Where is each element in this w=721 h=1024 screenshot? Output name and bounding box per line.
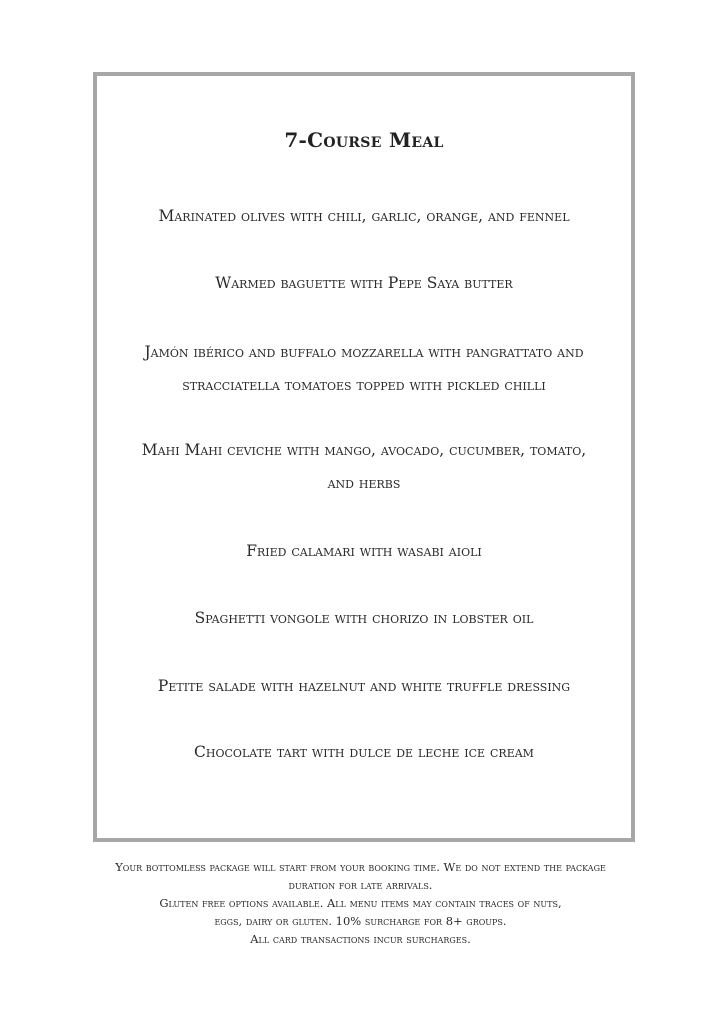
footer-line: duration for late arrivals. — [288, 878, 433, 892]
course-line: Jamón ibérico and buffalo mozzarella with pangrattato and — [144, 343, 584, 361]
course-line: Petite salade with hazelnut and white truffle dressing — [157, 677, 571, 695]
course-line: Warmed baguette with Pepe Saya butter — [215, 274, 513, 292]
footer-line: All card transactions incur surcharges. — [250, 932, 471, 946]
course-item — [107, 670, 621, 703]
course-item — [107, 535, 621, 568]
course-item — [107, 602, 621, 635]
course-item — [107, 267, 621, 300]
course-line: Mahi Mahi ceviche with mango, avocado, cucumber, tomato, — [141, 441, 587, 459]
menu-frame — [93, 72, 635, 842]
course-item — [107, 200, 621, 233]
course-line: Chocolate tart with dulce de leche ice cream — [194, 743, 534, 761]
course-line: Spaghetti vongole with chorizo in lobster oil — [194, 609, 534, 627]
footer-line: eggs, dairy or gluten. 10% surcharge for 8+ groups. — [214, 914, 507, 928]
course-item — [107, 434, 621, 500]
course-line: Marinated olives with chili, garlic, orange, and fennel — [158, 207, 570, 225]
course-line: and herbs — [327, 474, 401, 492]
course-item — [107, 736, 621, 769]
course-item — [107, 336, 621, 402]
footer-line: Your bottomless package will start from your booking time. We do not extend the package — [115, 860, 606, 874]
menu-title: 7-Course Meal — [284, 128, 444, 152]
footer-notes — [40, 858, 681, 948]
course-line: stracciatella tomatoes topped with pickled chilli — [182, 376, 546, 394]
course-line: Fried calamari with wasabi aioli — [246, 542, 482, 560]
footer-line: Gluten free options available. All menu items may contain traces of nuts, — [159, 896, 562, 910]
